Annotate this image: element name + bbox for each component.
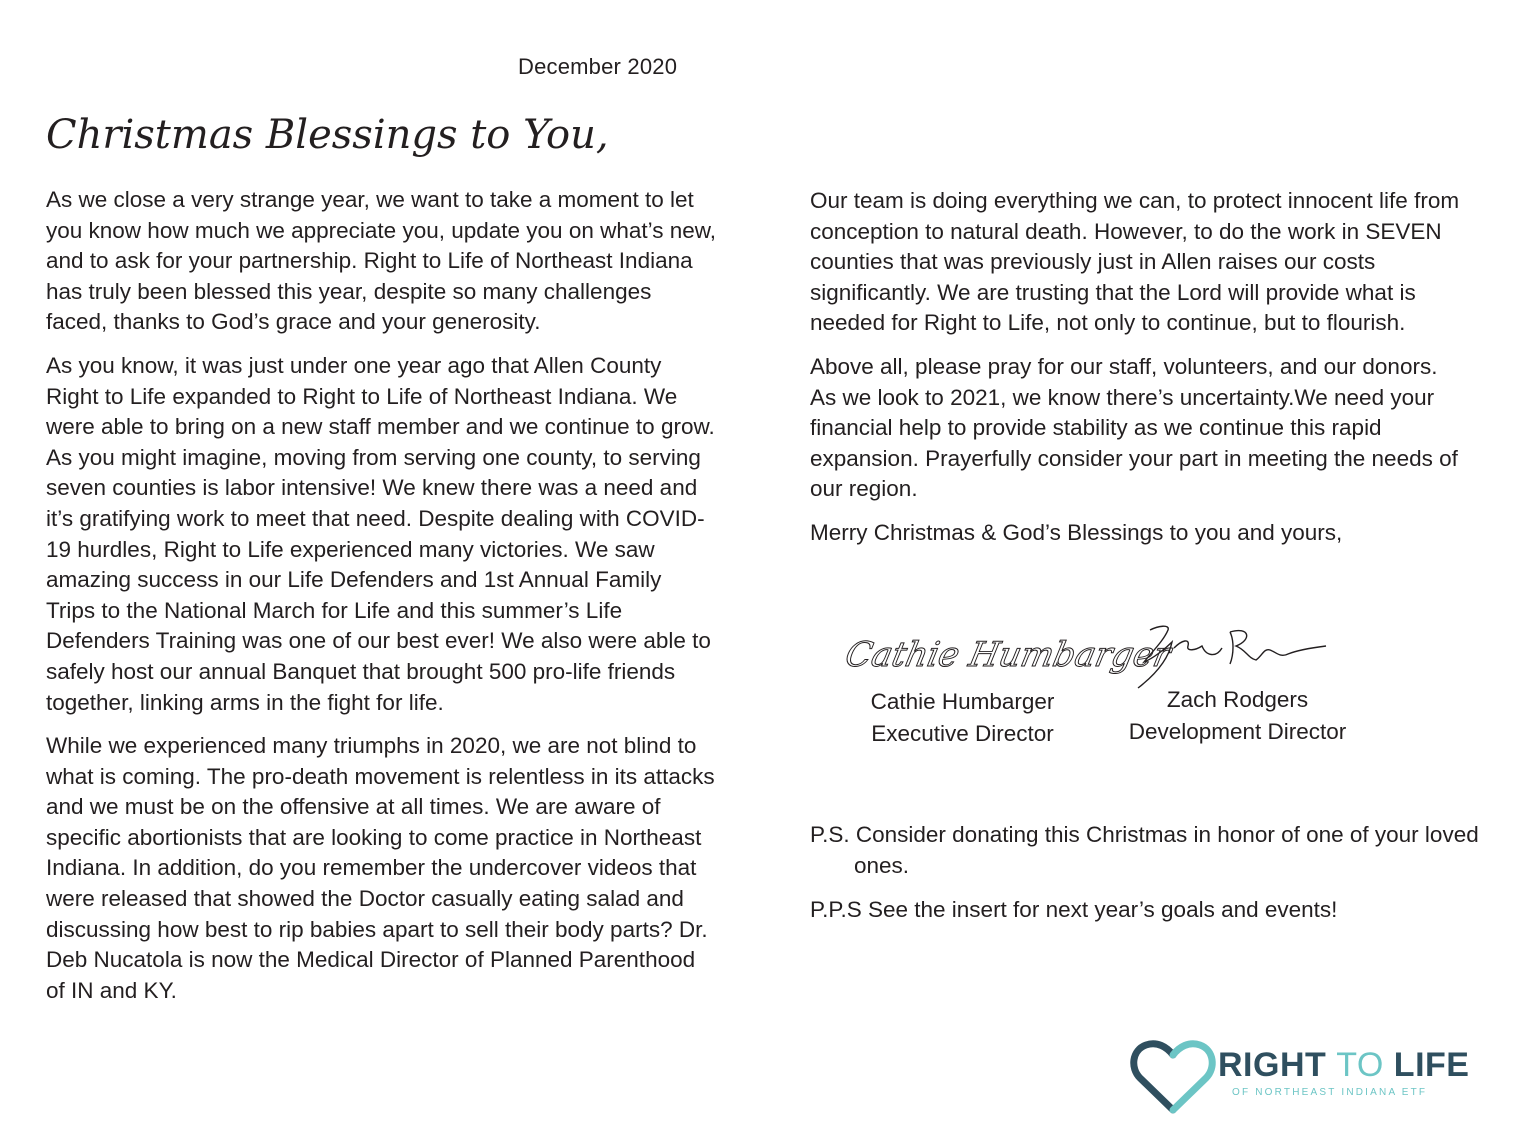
letter-date: December 2020: [518, 54, 678, 79]
signature-zach-image: [1130, 618, 1340, 694]
paragraph-prayer: Above all, please pray for our staff, volunteers, and our donors. As we look to 2021, we know there’s uncertainty.We need your financial help to provide stability as we continue this rapid expansion. Prayerfully consider your part in meeting the needs of our region.: [810, 353, 1458, 502]
right-column: [810, 186, 1460, 562]
logo-subtitle: OF NORTHEAST INDIANA ETF: [1232, 1087, 1428, 1098]
heart-icon: [1130, 1038, 1216, 1118]
logo-word-to: TO: [1336, 1046, 1384, 1084]
signatory-zach: [1115, 684, 1360, 748]
salutation-heading: Christmas Blessings to You,: [46, 112, 609, 158]
logo-title: [1218, 1046, 1469, 1085]
signatory-title: Development Director: [1128, 719, 1347, 744]
organization-logo: [1130, 1038, 1470, 1118]
postscript: P.S. Consider donating this Christmas in honor of one of your loved ones.: [810, 822, 1479, 878]
signature-cathie-text: Cathie Humbarger: [841, 635, 1175, 675]
left-column: [46, 185, 716, 1019]
signatory-name: Cathie Humbarger: [870, 689, 1055, 714]
logo-word-life: LIFE: [1393, 1046, 1470, 1084]
signatory-cathie: [855, 686, 1070, 750]
paragraph-threats: While we experienced many triumphs in 2020, we are not blind to what is coming. The pro-death movement is relentless in its attacks and we must be on the offensive at all times. We are aware of specific abortionists that are looking to come practice in Northeast Indiana. In addition, do you remember the undercover videos that were released that showed the Doctor casually eating salad and discussing how best to rip babies apart to sell their body parts? Dr. Deb Nucatola is now the Medical Director of Planned Parenthood of IN and KY.: [46, 733, 715, 1003]
postscript-second: P.P.S See the insert for next year’s goals and events!: [810, 897, 1338, 922]
paragraph-expansion: As you know, it was just under one year ago that Allen County Right to Life expanded to Right to Life of Northeast Indiana. We were able to bring on a new staff member and we continue to grow. As you might imagine, moving from serving one county, to serving seven counties is labor intensive! We knew there was a need and it’s gratifying work to meet that need. Despite dealing with COVID-19 hurdles, Right to Life experienced many victories. We saw amazing success in our Life Defenders and 1st Annual Family Trips to the National March for Life and this summer’s Life Defenders Training was one of our best ever! We also were able to safely host our annual Banquet that brought 500 pro-life friends together, linking arms in the fight for life.: [46, 352, 715, 715]
paragraph-intro: As we close a very strange year, we want to take a moment to let you know how much we appreciate you, update you on what’s new, and to ask for your partnership. Right to Life of Northeast Indiana has truly been blessed this year, despite so many challenges faced, thanks to God’s grace and your generosity.: [46, 187, 717, 335]
signatory-title: Executive Director: [871, 721, 1054, 746]
signatory-name: Zach Rodgers: [1166, 687, 1309, 712]
logo-word-right: RIGHT: [1218, 1046, 1327, 1084]
paragraph-closing: Merry Christmas & God’s Blessings to you and yours,: [810, 519, 1343, 545]
signature-cathie-image: [841, 618, 1175, 684]
paragraph-team: Our team is doing everything we can, to protect innocent life from conception to natural death. However, to do the work in SEVEN counties that was previously just in Allen raises our costs significantly. We are trusting that the Lord will provide what is needed for Right to Life, not only to continue, but to flourish.: [810, 188, 1460, 336]
